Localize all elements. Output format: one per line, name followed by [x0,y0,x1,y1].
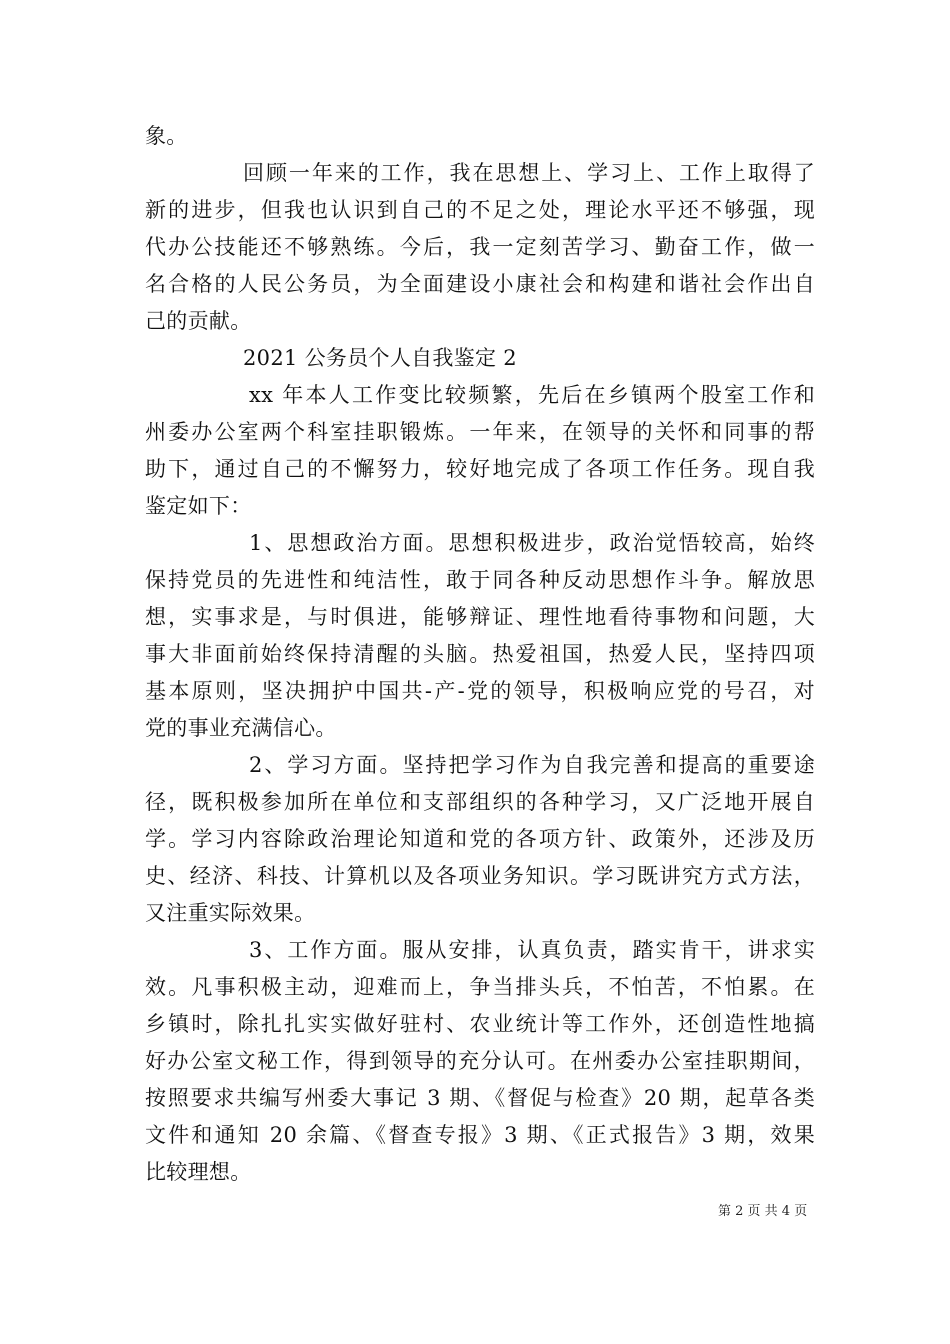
text-line: 想，实事求是，与时俱进，能够辩证、理性地看待事物和问题，大 [145,605,815,629]
text-line: 州委办公室两个科室挂职锻炼。一年来，在领导的关怀和同事的帮 [145,420,815,444]
text-line: 2、学习方面。坚持把学习作为自我完善和提高的重要途 [249,753,815,777]
text-line: 鉴定如下： [145,494,252,518]
document-body [145,118,815,1191]
text-line: 文件和通知 20 余篇、《督查专报》3 期、《正式报告》3 期，效果 [145,1123,815,1147]
page-number-footer: 第 2 页 共 4 页 [718,1204,808,1219]
text-line: 代办公技能还不够熟练。今后，我一定刻苦学习、勤奋工作，做一 [145,235,815,259]
text-line: 回顾一年来的工作，我在思想上、学习上、工作上取得了 [243,161,815,185]
text-line: 效。凡事积极主动，迎难而上，争当排头兵，不怕苦，不怕累。在 [145,975,815,999]
text-line: 新的进步，但我也认识到自己的不足之处，理论水平还不够强，现 [145,198,815,222]
text-line: 学。学习内容除政治理论知道和党的各项方针、政策外，还涉及历 [145,827,815,851]
text-line: 好办公室文秘工作，得到领导的充分认可。在州委办公室挂职期间， [145,1049,815,1073]
text-line: 象。 [145,124,188,148]
text-line: 保持党员的先进性和纯洁性，敢于同各种反动思想作斗争。解放思 [145,568,815,592]
text-line: 按照要求共编写州委大事记 3 期、《督促与检查》20 期，起草各类 [145,1086,815,1110]
text-line: 事大非面前始终保持清醒的头脑。热爱祖国，热爱人民，坚持四项 [145,642,815,666]
text-line: 基本原则，坚决拥护中国共-产-党的领导，积极响应党的号召，对 [145,679,815,703]
text-line: 径，既积极参加所在单位和支部组织的各种学习，又广泛地开展自 [145,790,815,814]
text-line: 又注重实际效果。 [145,901,316,925]
text-line: 己的贡献。 [145,309,252,333]
text-line: xx 年本人工作变比较频繁，先后在乡镇两个股室工作和 [249,383,815,407]
text-line: 党的事业充满信心。 [145,716,337,740]
text-line: 名合格的人民公务员，为全面建设小康社会和构建和谐社会作出自 [145,272,815,296]
text-line: 乡镇时，除扎扎实实做好驻村、农业统计等工作外，还创造性地搞 [145,1012,815,1036]
text-line: 2021 公务员个人自我鉴定 2 [243,346,517,370]
text-line: 助下，通过自己的不懈努力，较好地完成了各项工作任务。现自我 [145,457,815,481]
text-line: 3、工作方面。服从安排，认真负责，踏实肯干，讲求实 [249,938,815,962]
text-line: 史、经济、科技、计算机以及各项业务知识。学习既讲究方式方法， [145,864,815,888]
text-line: 1、思想政治方面。思想积极进步，政治觉悟较高，始终 [249,531,815,555]
text-line: 比较理想。 [145,1160,252,1184]
